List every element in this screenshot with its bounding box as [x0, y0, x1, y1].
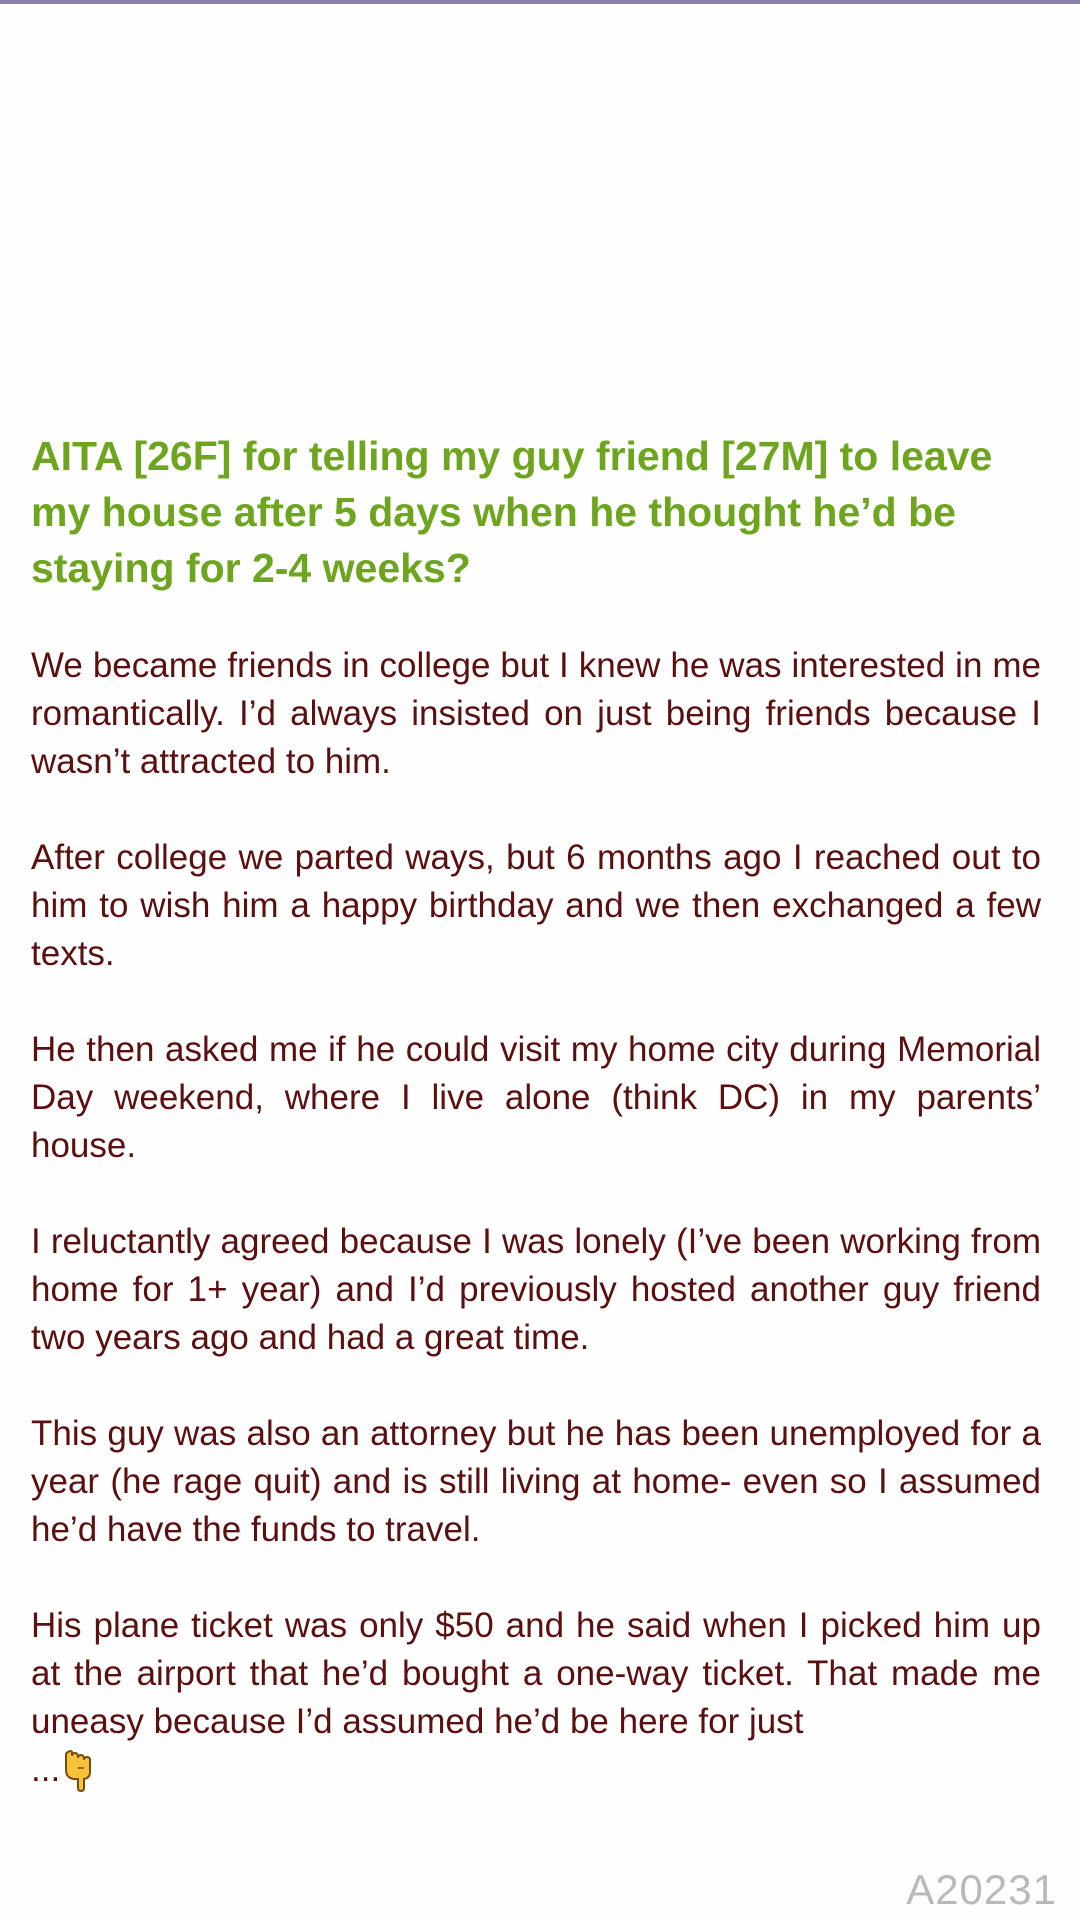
- continuation-line: [31, 1746, 1041, 1794]
- post-paragraph: He then asked me if he could visit my home city during Memorial Day weekend, where I live alone (think DC) in my parents’ house.: [31, 1030, 1041, 1165]
- post-paragraph: This guy was also an attorney but he has been unemployed for a year (he rage quit) and is still living at home- even so I assumed he’d have the funds to travel.: [31, 1414, 1041, 1549]
- post-paragraph: His plane ticket was only $50 and he said when I picked him up at the airport that he’d bought a one-way ticket. That made me uneasy because I’d assumed he’d be here for just: [31, 1606, 1041, 1741]
- pointing-down-hand-icon: [62, 1748, 96, 1792]
- post-paragraph: After college we parted ways, but 6 months ago I reached out to him to wish him a happy birthday and we then exchanged a few texts.: [31, 838, 1041, 973]
- top-border: [0, 0, 1080, 4]
- post-paragraph: I reluctantly agreed because I was lonely (I’ve been working from home for 1+ year) and I’d previously hosted another guy friend two years ago and had a great time.: [31, 1222, 1041, 1357]
- post-content: [31, 428, 1041, 1794]
- watermark-id: A20231: [906, 1866, 1057, 1913]
- post-title: AITA [26F] for telling my guy friend [27M] to leave my house after 5 days when he thought he’d be staying for 2-4 weeks?: [31, 433, 993, 591]
- continuation-ellipsis: ...: [31, 1750, 61, 1789]
- post-paragraph: We became friends in college but I knew he was interested in me romantically. I’d always insisted on just being friends because I wasn’t attracted to him.: [31, 646, 1041, 781]
